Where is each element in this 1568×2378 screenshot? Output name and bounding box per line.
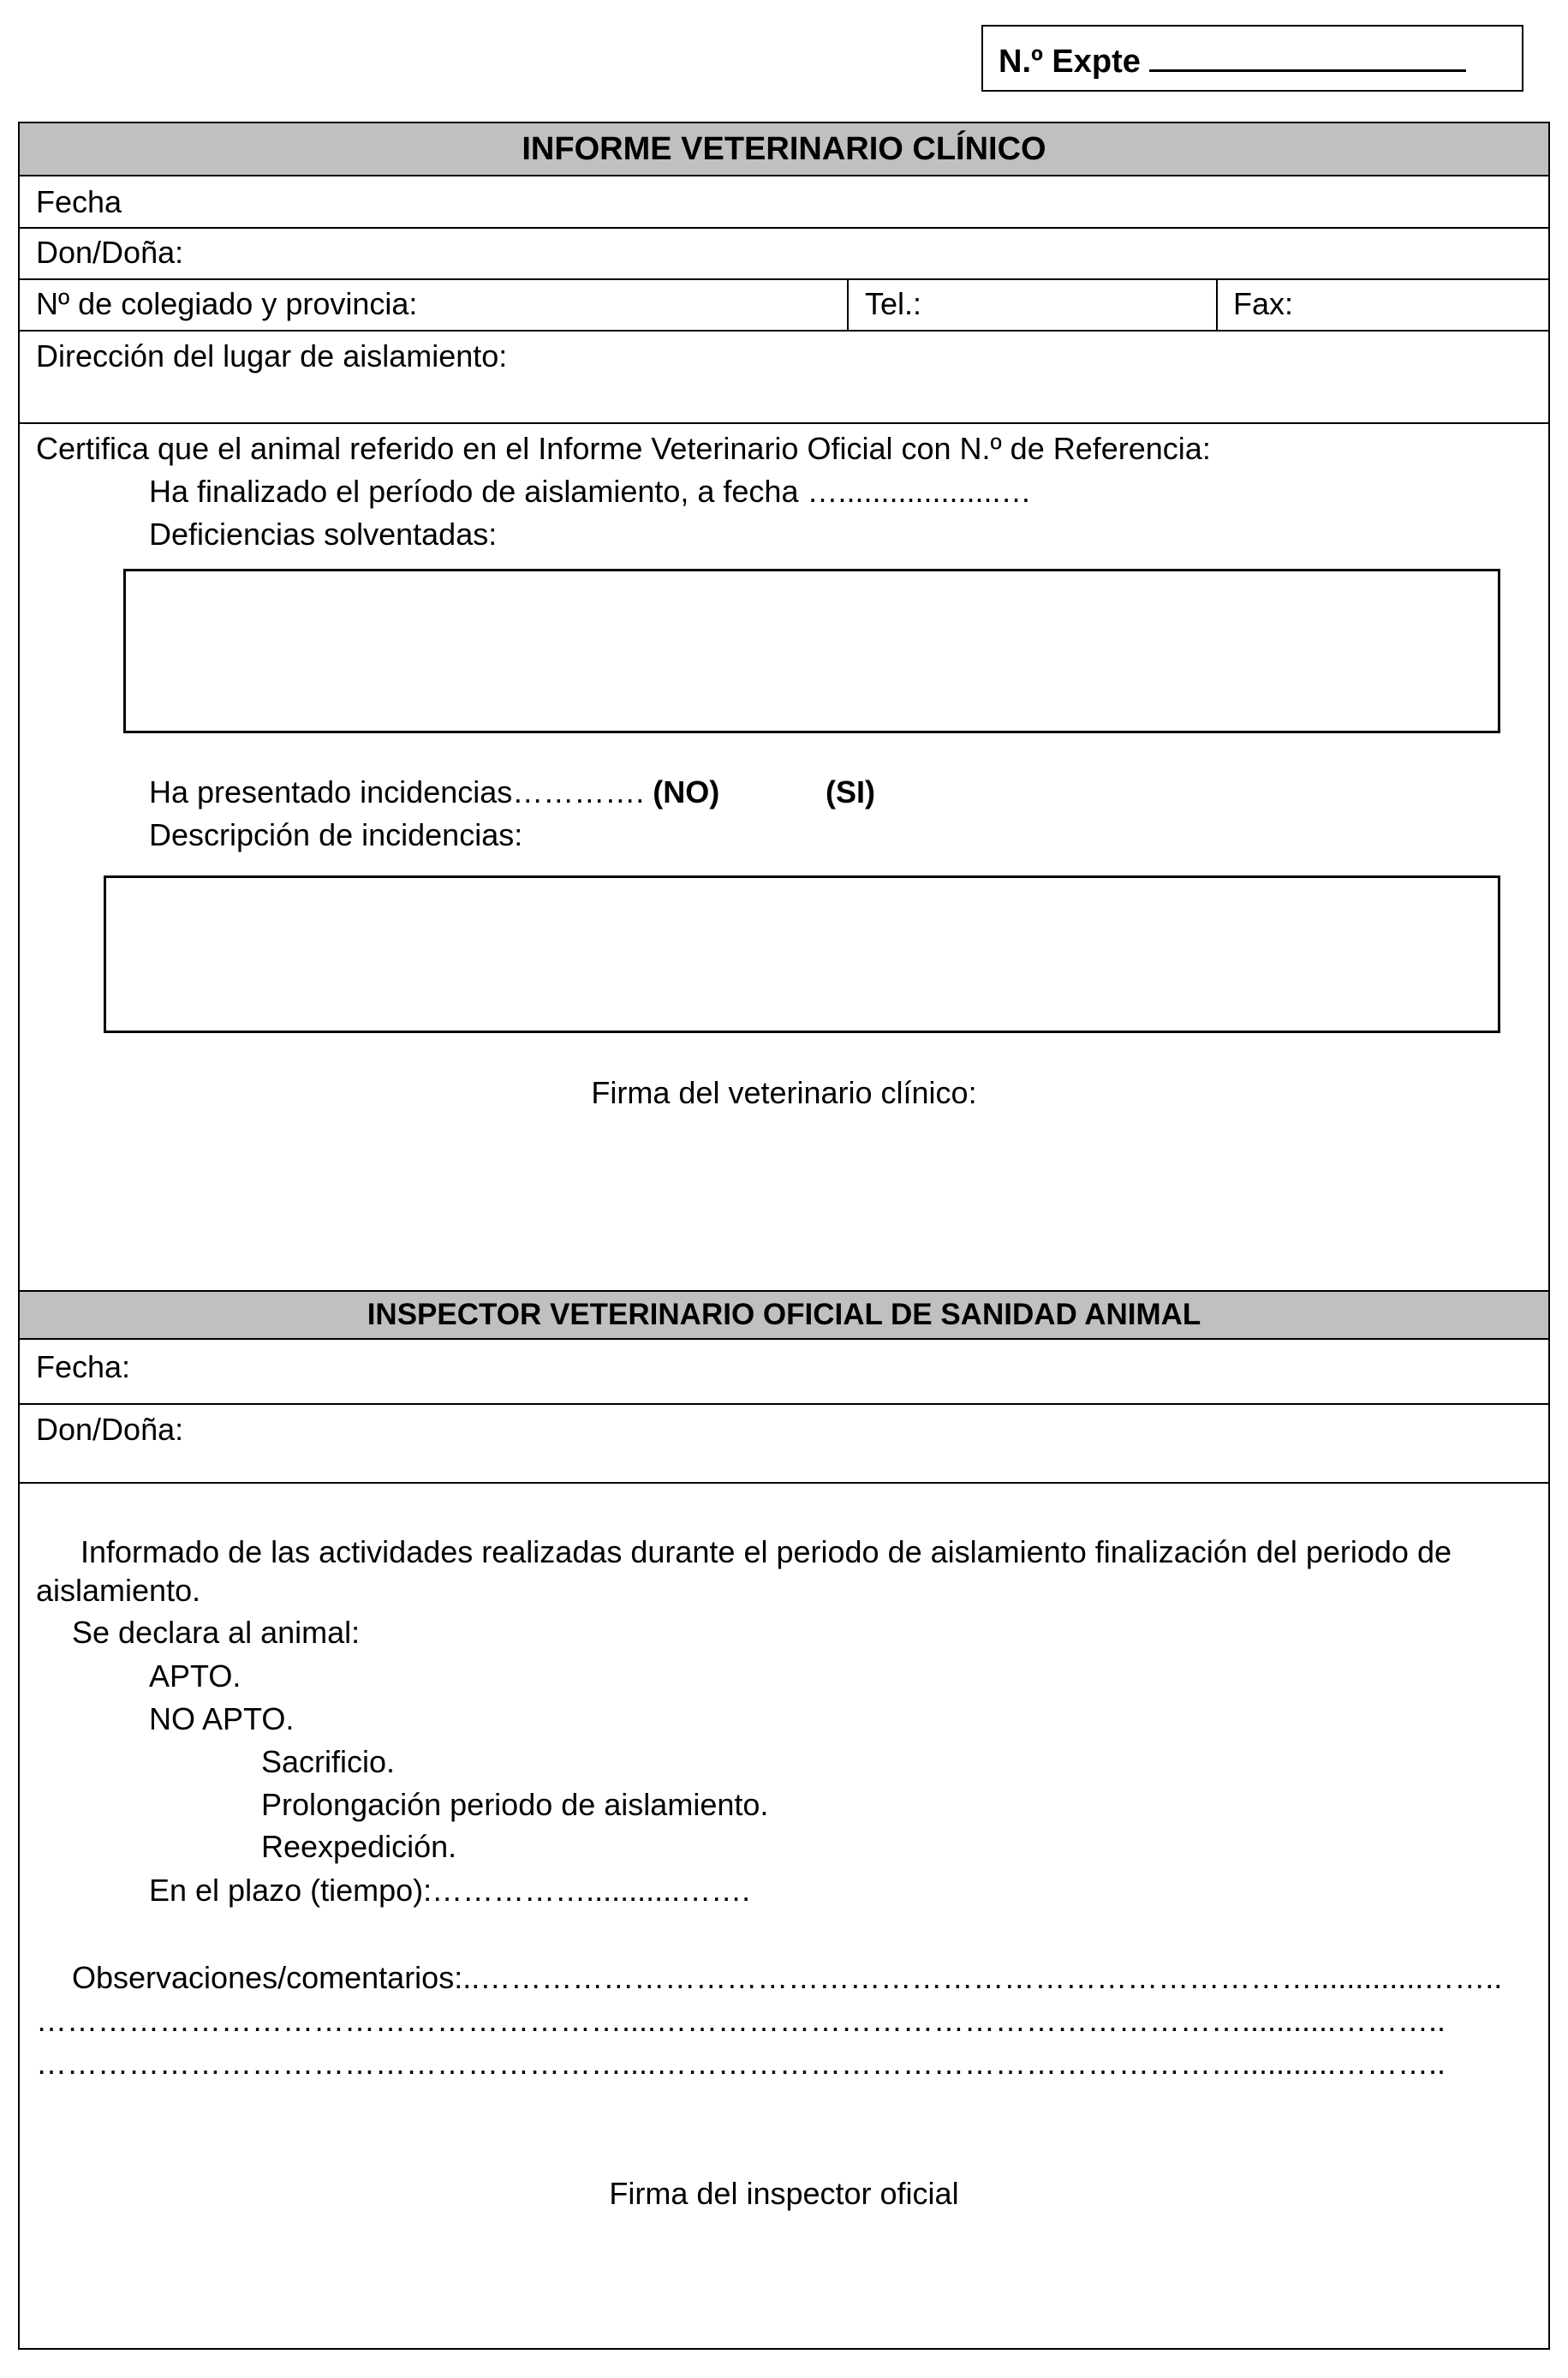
informado-line1: Informado de las actividades realizadas durante el periodo de aislamiento finalización del periodo de xyxy=(80,1534,1452,1569)
row-divider xyxy=(18,1482,1550,1484)
expediente-label: N.º Expte xyxy=(999,44,1141,80)
deficiencias-box[interactable] xyxy=(123,569,1500,733)
firma-inspector-label: Firma del inspector oficial xyxy=(609,2176,959,2211)
observaciones-dots-line1: …………………………………………………....…………………………………………………...........……….. xyxy=(36,2003,1446,2038)
incidencias-text: Ha presentado incidencias…………. xyxy=(149,774,653,810)
expediente-input-line[interactable] xyxy=(1149,40,1466,72)
col-divider xyxy=(847,278,849,330)
finalizado-text: Ha finalizado el período de aislamiento, a fecha …...................… xyxy=(149,474,1032,509)
fecha2-label: Fecha: xyxy=(36,1349,131,1384)
no-apto-option[interactable]: NO APTO. xyxy=(149,1701,295,1736)
section2-header xyxy=(20,1290,1548,1340)
row-divider xyxy=(18,227,1550,229)
col-divider xyxy=(1216,278,1218,330)
section1-title: INFORME VETERINARIO CLÍNICO xyxy=(522,130,1046,167)
incidencias-si-option[interactable]: (SI) xyxy=(826,774,875,810)
section2-title: INSPECTOR VETERINARIO OFICIAL DE SANIDAD ANIMAL xyxy=(367,1298,1201,1331)
colegiado-label: Nº de colegiado y provincia: xyxy=(36,286,418,321)
row-divider xyxy=(18,422,1550,424)
deficiencias-label: Deficiencias solventadas: xyxy=(149,517,498,552)
expediente-box xyxy=(981,25,1523,92)
descripcion-box[interactable] xyxy=(104,875,1500,1033)
descripcion-label: Descripción de incidencias: xyxy=(149,817,523,852)
apto-option[interactable]: APTO. xyxy=(149,1658,241,1694)
tel-label: Tel.: xyxy=(865,286,922,321)
section1-header xyxy=(20,123,1548,176)
firma-veterinario-label: Firma del veterinario clínico: xyxy=(591,1075,977,1110)
certifica-text: Certifica que el animal referido en el Informe Veterinario Oficial con N.º de Referencia: xyxy=(36,431,1211,466)
fecha-label: Fecha xyxy=(36,184,122,219)
informado-line2: aislamiento. xyxy=(36,1573,201,1608)
row-divider xyxy=(18,330,1550,332)
row-divider xyxy=(18,278,1550,280)
row-divider xyxy=(18,1403,1550,1405)
fax-label: Fax: xyxy=(1233,286,1294,321)
observaciones-dots-line2: …………………………………………………....…………………………………………………...........……….. xyxy=(36,2046,1446,2081)
incidencias-no-option[interactable]: (NO) xyxy=(653,774,720,810)
reexpedicion-option[interactable]: Reexpedición. xyxy=(261,1829,457,1864)
sacrificio-option[interactable]: Sacrificio. xyxy=(261,1744,396,1779)
direccion-label: Dirección del lugar de aislamiento: xyxy=(36,338,508,373)
expediente-label-row xyxy=(999,40,1466,81)
plazo-text: En el plazo (tiempo):……………...........……. xyxy=(149,1873,751,1908)
observaciones-text: Observaciones/comentarios:..……………………………………………………………………….............…….. xyxy=(72,1960,1503,1995)
declara-label: Se declara al animal: xyxy=(72,1615,361,1650)
prolongacion-option[interactable]: Prolongación periodo de aislamiento. xyxy=(261,1787,769,1822)
don-label: Don/Doña: xyxy=(36,235,184,270)
incidencias-row xyxy=(149,774,719,811)
don2-label: Don/Doña: xyxy=(36,1412,184,1447)
